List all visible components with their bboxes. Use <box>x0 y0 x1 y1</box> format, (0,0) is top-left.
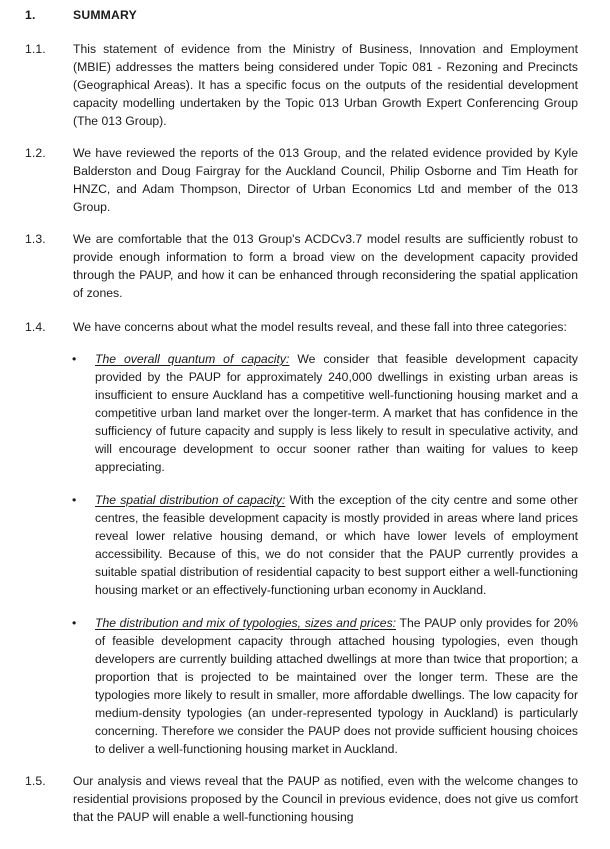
section-title: SUMMARY <box>73 8 137 22</box>
bullet-text: The PAUP only provides for 20% of feasible development capacity through attached housing typologies, even though developers are currently building attached dwellings at more than twice that proportion; a proportion that is projected to be maintained over the longer term. These are the typologies more likely to result in smaller, more affordable dwellings. The low capacity for medium-density typologies (an under-represented typology in Auckland) is particularly concerning. Therefore we consider the PAUP does not provide sufficient housing choices to deliver a well-functioning housing market in Auckland. <box>95 616 578 756</box>
bullet-marker-icon: • <box>72 352 77 366</box>
list-item <box>25 491 578 599</box>
list-item <box>25 350 578 476</box>
paragraph-1-5 <box>25 772 578 826</box>
bullet-lead-in: The distribution and mix of typologies, sizes and prices: <box>95 616 397 630</box>
list-item <box>25 614 578 758</box>
bullet-lead-in: The spatial distribution of capacity: <box>95 493 286 507</box>
paragraph-text: Our analysis and views reveal that the PAUP as notified, even with the welcome changes to residential provisions proposed by the Council in previous evidence, does not give us comfort that the PAUP will enable a well-functioning housing <box>73 774 578 824</box>
paragraph-number: 1.4. <box>25 320 46 334</box>
paragraph-number: 1.5. <box>25 774 46 788</box>
paragraph-number: 1.1. <box>25 42 46 56</box>
section-number: 1. <box>25 8 36 22</box>
concerns-bullet-list <box>25 350 578 758</box>
paragraph-text: We have reviewed the reports of the 013 Group, and the related evidence provided by Kyle Balderston and Doug Fairgray for the Auckland Council, Philip Osborne and Tim Heath for HNZC, and Adam Thompson, Director of Urban Economics Ltd and member of the 013 Group. <box>73 146 578 214</box>
bullet-text: We consider that feasible development capacity provided by the PAUP for approximately 240,000 dwellings in existing urban areas is insufficient to ensure Auckland has a competitive well-functioning housing market and a competitive urban land market over the longer-term. A market that has confidence in the sufficiency of future capacity and supply is less likely to result in speculative activity, and will encourage development to occur sooner rather than waiting for values to keep appreciating. <box>95 352 578 474</box>
bullet-lead-in: The overall quantum of capacity: <box>95 352 290 366</box>
paragraph-1-2 <box>25 144 578 216</box>
paragraph-1-3 <box>25 230 578 302</box>
paragraph-text: We are comfortable that the 013 Group's ACDCv3.7 model results are sufficiently robust to provide enough information to form a broad view on the development capacity provided through the PAUP, and how it can be enhanced through reconsidering the spatial application of zones. <box>73 232 578 300</box>
section-heading <box>25 6 578 24</box>
paragraph-text: This statement of evidence from the Ministry of Business, Innovation and Employment (MBIE) addresses the matters being considered under Topic 081 - Rezoning and Precincts (Geographical Areas). It has a specific focus on the outputs of the residential development capacity modelling undertaken by the Topic 013 Urban Growth Expert Conferencing Group (The 013 Group). <box>73 42 578 128</box>
bullet-text: With the exception of the city centre and some other centres, the feasible development capacity is mostly provided in areas where land prices reveal lower relative housing demand, or which have lower levels of employment accessibility. Because of this, we do not consider that the PAUP currently provides a suitable spatial distribution of residential capacity to best support either a well-functioning housing market or an effectively-functioning urban economy in Auckland. <box>95 493 578 597</box>
paragraph-1-1 <box>25 40 578 130</box>
paragraph-number: 1.3. <box>25 232 46 246</box>
bullet-marker-icon: • <box>72 493 77 507</box>
paragraph-number: 1.2. <box>25 146 46 160</box>
paragraph-text: We have concerns about what the model results reveal, and these fall into three categories: <box>73 320 567 334</box>
bullet-marker-icon: • <box>72 616 77 630</box>
paragraph-1-4 <box>25 318 578 336</box>
